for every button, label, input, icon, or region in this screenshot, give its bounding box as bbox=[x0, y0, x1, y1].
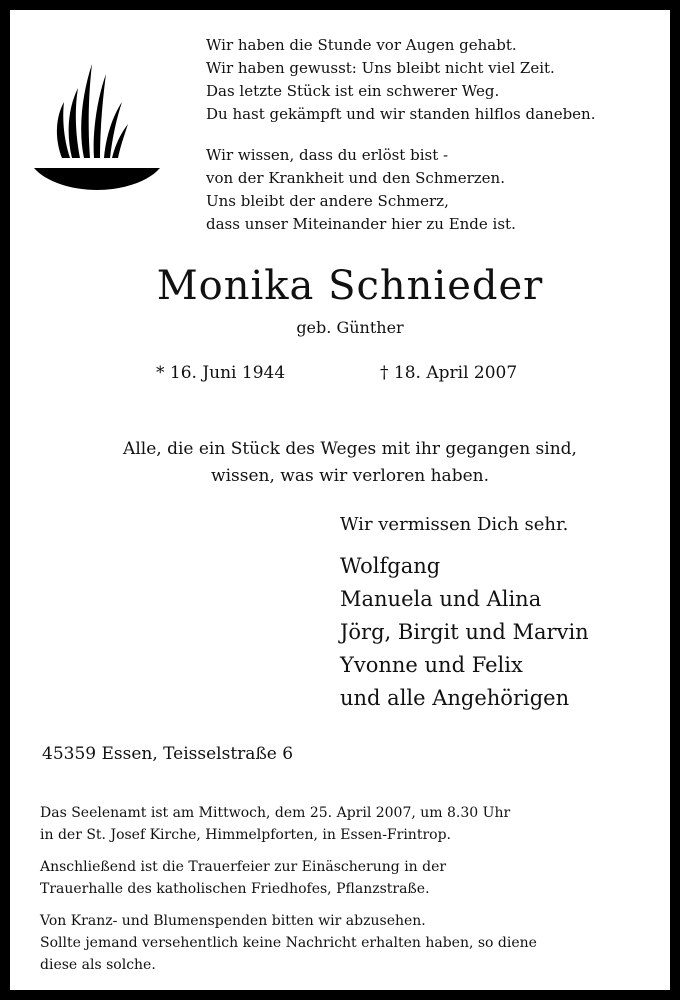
info-line: in der St. Josef Kirche, Himmelpforten, in Essen-Frintrop. bbox=[40, 827, 451, 843]
info-line: Trauerhalle des katholischen Friedhofes, Pflanzstraße. bbox=[40, 881, 430, 897]
info-line: Das Seelenamt ist am Mittwoch, dem 25. April 2007, um 8.30 Uhr bbox=[40, 805, 511, 821]
ceremony-info bbox=[40, 856, 660, 900]
poem-stanza-2 bbox=[206, 144, 516, 236]
poem-line: von der Krankheit und den Schmerzen. bbox=[206, 169, 505, 187]
poem-line: Wir wissen, dass du erlöst bist - bbox=[206, 146, 449, 164]
mass-info bbox=[40, 802, 660, 846]
poem-line: Wir haben gewusst: Uns bleibt nicht viel Zeit. bbox=[206, 59, 555, 77]
poem-line: dass unser Miteinander hier zu Ende ist. bbox=[206, 215, 516, 233]
mourners-message: Wir vermissen Dich sehr. bbox=[340, 514, 569, 535]
mourner-name: Yvonne und Felix bbox=[340, 653, 523, 677]
info-line: Sollte jemand versehentlich keine Nachricht erhalten haben, so diene bbox=[40, 935, 537, 951]
deceased-name: Monika Schnieder bbox=[156, 263, 544, 309]
maiden-name: geb. Günther bbox=[296, 318, 404, 337]
mourner-name: und alle Angehörigen bbox=[340, 686, 570, 710]
info-line: Anschließend ist die Trauerfeier zur Einäscherung in der bbox=[40, 859, 447, 875]
flame-bowl-icon bbox=[32, 58, 162, 194]
mourner-name: Wolfgang bbox=[340, 554, 441, 578]
info-line: Von Kranz- und Blumenspenden bitten wir abzusehen. bbox=[40, 913, 426, 929]
poem-line: Das letzte Stück ist ein schwerer Weg. bbox=[206, 82, 500, 100]
notes-info bbox=[40, 910, 660, 976]
quote-line: wissen, was wir verloren haben. bbox=[211, 466, 489, 486]
poem-stanza-1 bbox=[206, 34, 596, 126]
mourners-list bbox=[340, 550, 589, 715]
poem-line: Uns bleibt der andere Schmerz, bbox=[206, 192, 449, 210]
mourner-name: Manuela und Alina bbox=[340, 587, 542, 611]
memorial-quote bbox=[10, 436, 680, 490]
quote-line: Alle, die ein Stück des Weges mit ihr gegangen sind, bbox=[123, 439, 577, 459]
family-address: 45359 Essen, Teisselstraße 6 bbox=[42, 744, 294, 764]
poem-line: Wir haben die Stunde vor Augen gehabt. bbox=[206, 36, 517, 54]
info-line: diese als solche. bbox=[40, 957, 156, 973]
birth-date: * 16. Juni 1944 bbox=[156, 363, 286, 383]
death-date: † 18. April 2007 bbox=[380, 363, 518, 383]
mourner-name: Jörg, Birgit und Marvin bbox=[340, 620, 589, 644]
poem-line: Du hast gekämpft und wir standen hilflos daneben. bbox=[206, 105, 596, 123]
